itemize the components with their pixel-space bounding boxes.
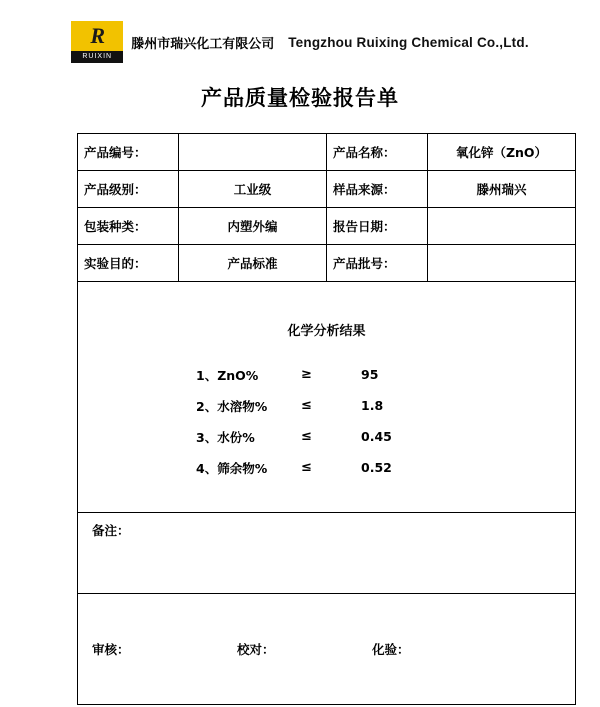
test-purpose-label: 实验目的： [78,245,179,282]
analysis-item-operator: ≤ [301,429,312,444]
analysis-row [78,282,576,513]
analysis-item-value: 1.8 [361,398,384,413]
company-name-en: Tengzhou Ruixing Chemical Co.,Ltd. [288,34,529,50]
test-purpose-value: 产品标准 [179,245,327,282]
analysis-item-name: 1、ZnO% [196,367,259,383]
analysis-item-value: 0.45 [361,429,392,444]
sample-source-label: 样品来源： [327,171,428,208]
company-logo [71,21,123,63]
analysis-item-name: 2、水溶物% [196,398,268,414]
analysis-item-name: 4、筛余物% [196,460,268,476]
signature-cell [78,594,576,705]
logo-wordmark: RUIXIN [71,51,123,63]
analysis-list [78,359,575,483]
batch-number-value [428,245,576,282]
table-row [78,208,576,245]
batch-number-label: 产品批号： [327,245,428,282]
review-label: 审核： [92,642,130,657]
product-name-value: 氧化锌（ZnO） [428,134,576,171]
assay-label: 化验： [372,642,410,657]
signature-row [78,594,576,705]
package-type-label: 包装种类： [78,208,179,245]
list-item [196,421,575,452]
package-type-value: 内塑外编 [179,208,327,245]
analysis-item-operator: ≤ [301,460,312,475]
analysis-item-operator: ≤ [301,398,312,413]
product-code-value [179,134,327,171]
product-code-label: 产品编号： [78,134,179,171]
analysis-item-value: 0.52 [361,460,392,475]
product-name-label: 产品名称： [327,134,428,171]
logo-mark: R [90,23,105,48]
sample-source-value: 滕州瑞兴 [428,171,576,208]
list-item [196,359,575,390]
analysis-item-value: 95 [361,367,379,382]
analysis-item-name: 3、水份% [196,429,255,445]
analysis-item-operator: ≥ [301,367,312,382]
list-item [196,452,575,483]
table-row [78,134,576,171]
report-table [77,133,576,705]
table-row [78,245,576,282]
analysis-title: 化学分析结果 [287,324,366,339]
product-grade-value: 工业级 [179,171,327,208]
proofread-label: 校对： [237,642,275,657]
product-grade-label: 产品级别： [78,171,179,208]
report-date-value [428,208,576,245]
remark-label: 备注： [78,513,576,594]
remark-row [78,513,576,594]
analysis-cell [78,282,576,513]
list-item [196,390,575,421]
report-date-label: 报告日期： [327,208,428,245]
company-name-cn: 滕州市瑞兴化工有限公司 [131,36,275,52]
page-title: 产品质量检验报告单 [201,86,399,110]
document-header [0,18,600,66]
table-row [78,171,576,208]
